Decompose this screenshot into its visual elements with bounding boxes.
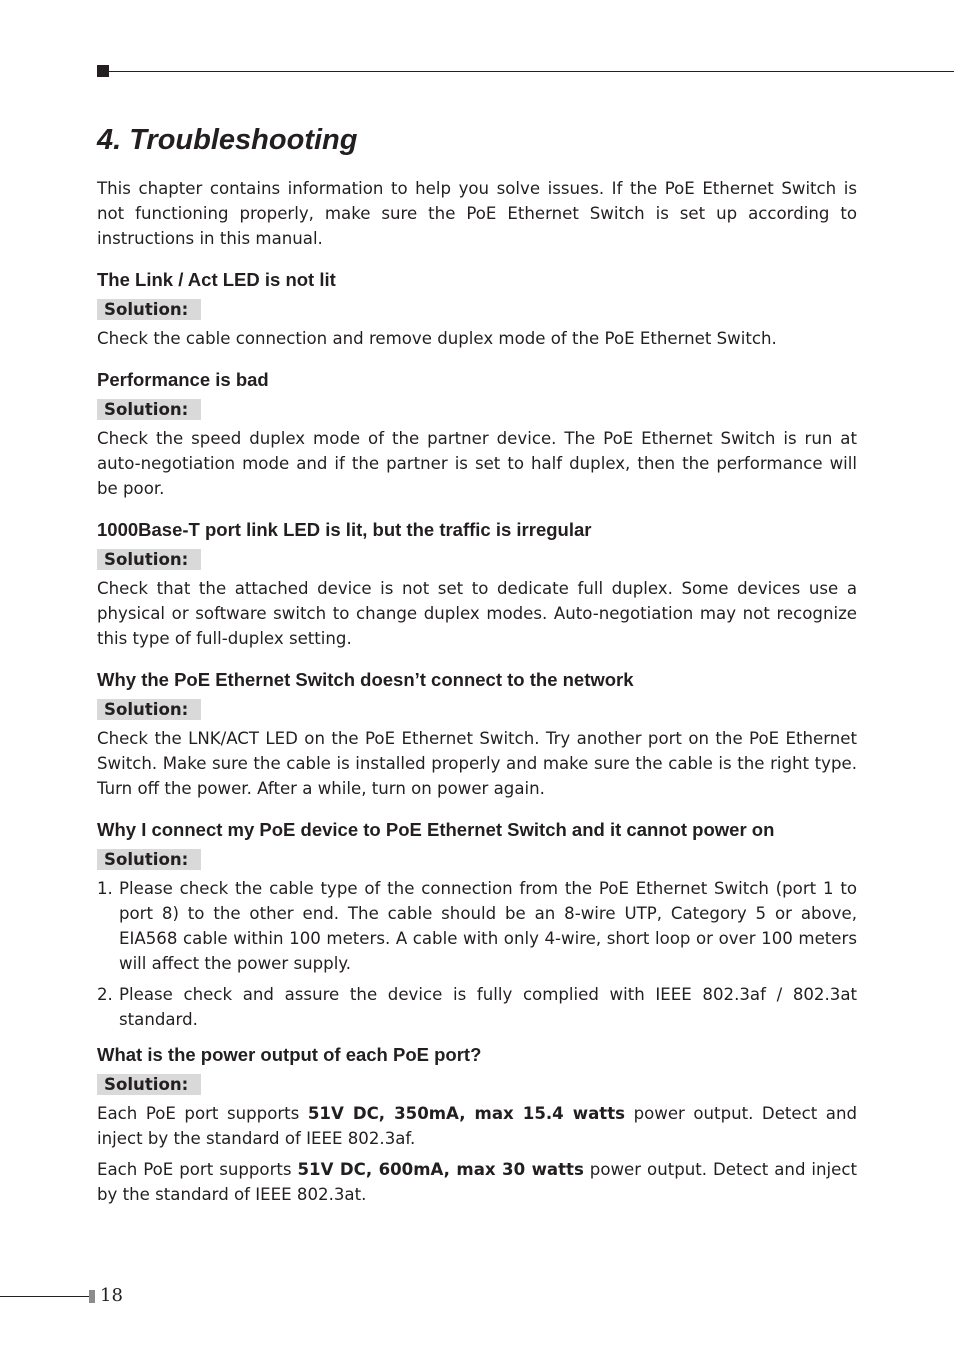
section-body: Check the LNK/ACT LED on the PoE Ethernet Switch. Try another port on the PoE Ethernet Switch. Make sure the cable is installed properly and make sure the cable is the right type. Turn off the power. After a while, turn on power again. [97,729,857,798]
solution-label: Solution: [97,299,201,320]
list-text: Please check the cable type of the connection from the PoE Ethernet Switch (port 1 to port 8) to the other end. The cable should be an 8-wire UTP, Category 5 or above, EIA568 cable within 100 meters. A cable with only 4-wire, short loop or over 100 meters will affect the power supply. [119,879,857,973]
section-heading: The Link / Act LED is not lit [97,269,336,290]
section-body: Check the speed duplex mode of the partner device. The PoE Ethernet Switch is run at auto-negotiation mode and if the partner is set to half duplex, then the performance will be poor. [97,429,857,498]
header-rule [97,71,954,72]
page-number: 18 [100,1285,123,1306]
list-item [97,876,857,976]
section-heading: Why I connect my PoE device to PoE Ethernet Switch and it cannot power on [97,819,775,840]
text-run: Each PoE port supports [97,1104,308,1123]
solution-label: Solution: [97,849,201,870]
solution-label: Solution: [97,549,201,570]
text-run: power output. Detect and inject by the standard of IEEE 802.3af. [97,1104,858,1148]
list-number: 1. [97,879,113,898]
footer-marker [89,1290,95,1303]
section-paragraph [97,1101,857,1151]
section-1000base-t [97,518,857,651]
intro-paragraph: This chapter contains information to help you solve issues. If the PoE Ethernet Switch is not functioning properly, make sure the PoE Ethernet Switch is set up according to instructions in this manual. [97,179,857,248]
list-item [97,982,857,1032]
section-power-output [97,1043,857,1207]
section-paragraph [97,1157,857,1207]
section-performance [97,368,857,501]
numbered-list [97,876,857,1032]
list-number: 2. [97,985,113,1004]
section-heading: Why the PoE Ethernet Switch doesn’t connect to the network [97,669,634,690]
header-square-marker [97,65,109,77]
section-body: Check that the attached device is not set to dedicate full duplex. Some devices use a physical or software switch to change duplex modes. Auto-negotiation may not recognize this type of full-duplex setting. [97,579,857,648]
solution-label: Solution: [97,699,201,720]
section-poe-power-on [97,818,857,1032]
section-body: Check the cable connection and remove duplex mode of the PoE Ethernet Switch. [97,329,777,348]
section-heading: What is the power output of each PoE port? [97,1044,482,1065]
text-run: power output. Detect and inject by the standard of IEEE 802.3at. [97,1160,858,1204]
section-heading: 1000Base-T port link LED is lit, but the traffic is irregular [97,519,592,540]
bold-spec: 51V DC, 600mA, max 30 watts [297,1160,584,1179]
section-heading: Performance is bad [97,369,269,390]
section-network-connect [97,668,857,801]
section-link-act-led [97,268,857,351]
solution-label: Solution: [97,1074,201,1095]
bold-spec: 51V DC, 350mA, max 15.4 watts [307,1104,626,1123]
page-content [97,120,857,1224]
list-text: Please check and assure the device is fully complied with IEEE 802.3af / 802.3at standard. [119,985,857,1029]
solution-label: Solution: [97,399,201,420]
footer-rule [0,1296,89,1297]
text-run: Each PoE port supports [97,1160,298,1179]
page-title: 4. Troubleshooting [97,124,358,156]
